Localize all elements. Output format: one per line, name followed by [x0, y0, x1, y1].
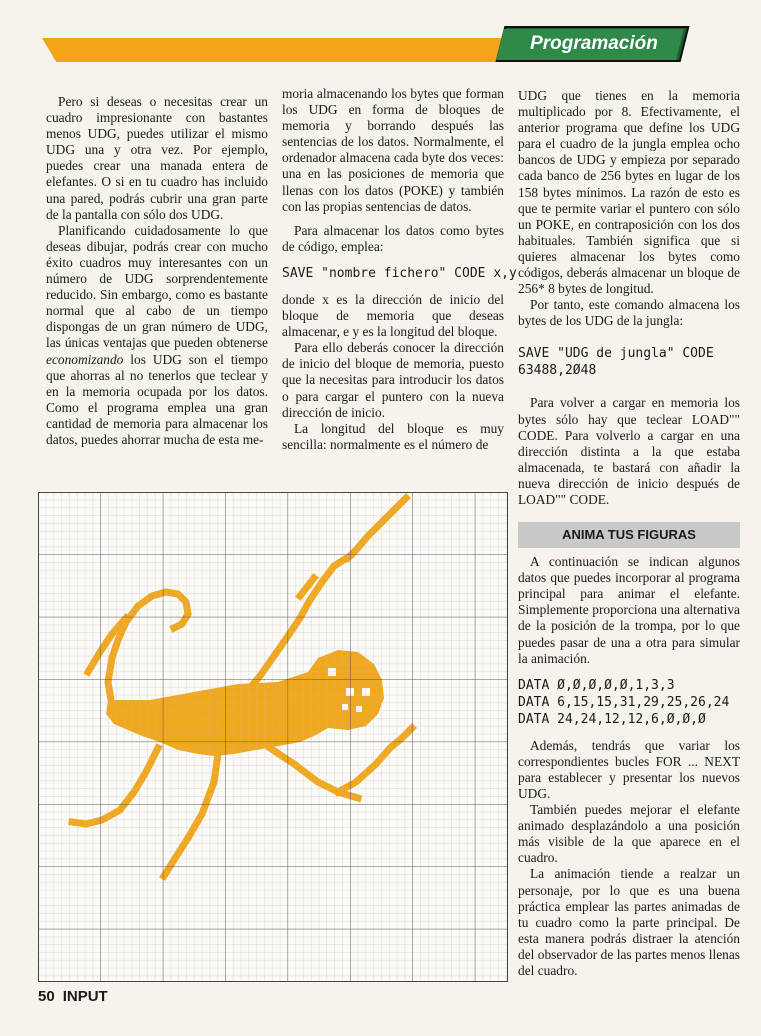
paragraph: Para volver a cargar en memoria los bytes sólo hay que teclear LOAD"" CODE. Para volverlo a cargar en una dirección distinta a la que estaba almacenada, te bastará con añadir la nueva dirección de inicio después de LOAD"" CODE.	[518, 395, 740, 507]
paragraph: moria almacenando los bytes que forman los UDG en forma de bloques de memoria y borrando después las sentencias de los datos. Normalmente, el ordenador almacena cada byte dos veces: una en las posiciones de memoria que llenas con los datos (POKE) y también con las propias sentencias de datos.	[282, 86, 504, 214]
section-title: Programación	[530, 33, 658, 54]
column-3	[518, 88, 740, 979]
magazine-name: INPUT	[62, 988, 108, 1005]
data-code: DATA Ø,Ø,Ø,Ø,Ø,1,3,3 DATA 6,15,15,31,29,25,26,24 DATA 24,24,12,12,6,Ø,Ø,Ø	[518, 677, 730, 727]
paragraph: donde x es la dirección de inicio del bloque de memoria que deseas almacenar, e y es la longitud del bloque.	[282, 291, 504, 340]
column-2	[282, 86, 517, 453]
paragraph: Para ello deberás conocer la dirección de inicio del bloque de memoria, puesto que la necesitas para introducir los datos o para cargar el puntero con la nueva dirección de inicio.	[282, 340, 504, 420]
code-line: SAVE "UDG de jungla" CODE 63488,2Ø48	[518, 346, 714, 379]
sidebar-box	[518, 522, 740, 979]
paragraph: UDG que tienes en la memoria multiplicado por 8. Efectivamente, el anterior programa que define los UDG para el cuadro de la jungla emplea ocho bancos de UDG y empieza por separado cada banco de 256 bytes en lugar de los 158 bytes mínimos. La razón de esto es que te permite variar el puntero con sólo un POKE, en contraposición con los dos habituales. También significa que si quieres almacenar los bytes como códigos, deberás almacenar un bloque de 256* 8 bytes de longitud.	[518, 88, 740, 297]
paragraph: La animación tiende a realzar un personaje, por lo que es una buena práctica emplear las partes animadas de tu cuadro como la parte principal. De esta manera podrás distraer la atención del observador de las partes menos llenas del cuadro.	[518, 866, 740, 979]
udg-grid-figure	[38, 492, 508, 982]
paragraph: Planificando cuidadosamente lo que deseas dibujar, podrás crear con mucho éxito cuadros muy interesantes con un número de UDG sorprendentemente reducido. Sin embargo, como es bastante normal que al cabo de un tiempo dispongas de un gran número de UDG, las únicas ventajas que pueden obtenerse economizando los UDG son el tiempo que ahorras al no tenerlos que teclear y en la memoria ocupada por los datos. Como el programa emplea una gran cantidad de memoria para almacenar los datos, puedes ahorrar mucha de esta me-	[46, 222, 269, 447]
paragraph: Para almacenar los datos como bytes de código, emplea:	[282, 222, 504, 254]
paragraph: Pero si deseas o necesitas crear un cuadro impresionante con bastantes menos UDG, puedes utilizar el mismo UDG una y otra vez. Por ejemplo, puedes crear una manada entera de elefantes. O si en tu cuadro has incluido una pared, podrás cubrir una gran parte de la pantalla con sólo dos UDG.	[46, 94, 268, 222]
paragraph: También puedes mejorar el elefante animado desplazándolo a una posición más visible de la que aparece en el cuadro.	[518, 802, 740, 866]
monkey-grid-svg	[38, 492, 508, 982]
paragraph: La longitud del bloque es muy sencilla: normalmente es el número de	[282, 420, 504, 452]
emphasis: economizando	[46, 351, 124, 367]
code-line: SAVE "nombre fichero" CODE x,y	[282, 265, 517, 281]
page-footer	[38, 988, 116, 1005]
page-number: 50	[38, 988, 55, 1005]
paragraph: Además, tendrás que variar los correspondientes bucles FOR ... NEXT para establecer y presentar los nuevos UDG.	[518, 737, 740, 801]
header-orange-bar	[42, 38, 518, 62]
column-1	[46, 94, 268, 448]
paragraph: A continuación se indican algunos datos que puedes incorporar al programa principal para animar el elefante. Simplemente proporciona una alternativa de la posición de la trompa, por lo que puedes pasar de una a otra para simular la animación.	[518, 554, 740, 666]
box-title: ANIMA TUS FIGURAS	[518, 522, 740, 548]
paragraph: Por tanto, este comando almacena los bytes de los UDG de la jungla:	[518, 297, 740, 329]
